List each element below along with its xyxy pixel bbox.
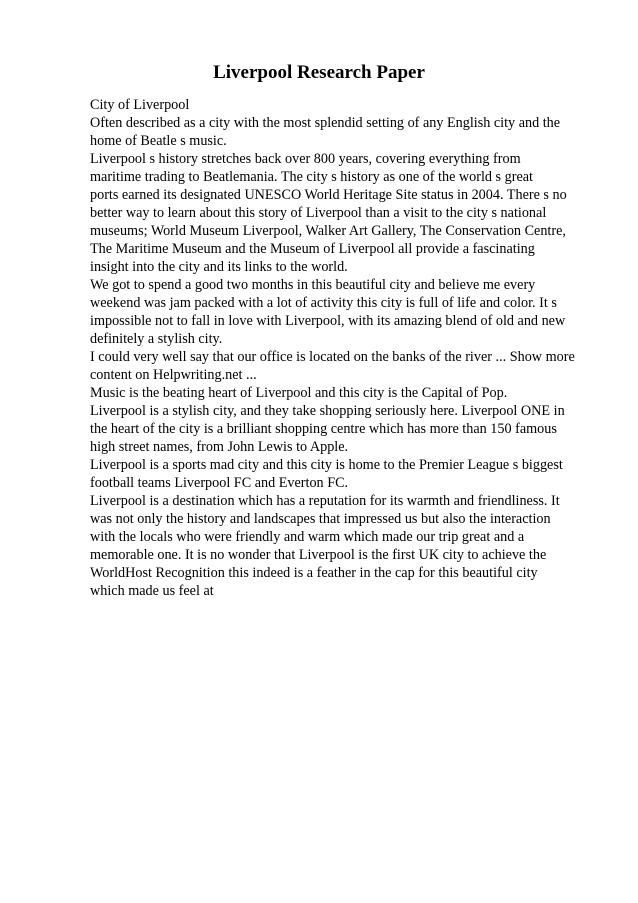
- text-line: Liverpool is a destination which has a reputation for its warmth and friendliness. It: [90, 493, 560, 509]
- text-line: home of Beatle s music.: [90, 133, 227, 149]
- text-line: We got to spend a good two months in this beautiful city and believe me every: [90, 277, 536, 293]
- text-line: Music is the beating heart of Liverpool and this city is the Capital of Pop.: [90, 385, 508, 401]
- text-line: The Maritime Museum and the Museum of Liverpool all provide a fascinating: [90, 241, 535, 257]
- text-line: with the locals who were friendly and warm which made our trip great and a: [90, 529, 525, 545]
- body-text: [90, 96, 620, 600]
- page-title: Liverpool Research Paper: [213, 62, 425, 83]
- text-line: museums; World Museum Liverpool, Walker Art Gallery, The Conservation Centre,: [90, 223, 566, 239]
- text-line: weekend was jam packed with a lot of activity this city is full of life and color. It s: [90, 295, 557, 311]
- text-line: Liverpool is a sports mad city and this city is home to the Premier League s biggest: [90, 457, 563, 473]
- text-line: ports earned its designated UNESCO World Heritage Site status in 2004. There s no: [90, 187, 567, 203]
- text-line: memorable one. It is no wonder that Liverpool is the first UK city to achieve the: [90, 547, 547, 563]
- text-line: City of Liverpool: [90, 97, 190, 113]
- text-line: Liverpool s history stretches back over 800 years, covering everything from: [90, 151, 521, 167]
- text-line: content on Helpwriting.net ...: [90, 367, 257, 383]
- text-line: definitely a stylish city.: [90, 331, 223, 347]
- text-line: I could very well say that our office is located on the banks of the river ... Show more: [90, 349, 575, 365]
- text-line: insight into the city and its links to the world.: [90, 259, 348, 275]
- text-line: Liverpool is a stylish city, and they take shopping seriously here. Liverpool ONE in: [90, 403, 565, 419]
- text-line: maritime trading to Beatlemania. The city s history as one of the world s great: [90, 169, 533, 185]
- text-line: was not only the history and landscapes that impressed us but also the interaction: [90, 511, 551, 527]
- text-line: better way to learn about this story of Liverpool than a visit to the city s national: [90, 205, 547, 221]
- text-line: WorldHost Recognition this indeed is a feather in the cap for this beautiful city: [90, 565, 538, 581]
- text-line: Often described as a city with the most splendid setting of any English city and the: [90, 115, 561, 131]
- text-line: the heart of the city is a brilliant shopping centre which has more than 150 famous: [90, 421, 557, 437]
- text-line: high street names, from John Lewis to Apple.: [90, 439, 349, 455]
- text-line: football teams Liverpool FC and Everton FC.: [90, 475, 349, 491]
- text-line: impossible not to fall in love with Liverpool, with its amazing blend of old and new: [90, 313, 566, 329]
- text-line: which made us feel at: [90, 583, 214, 599]
